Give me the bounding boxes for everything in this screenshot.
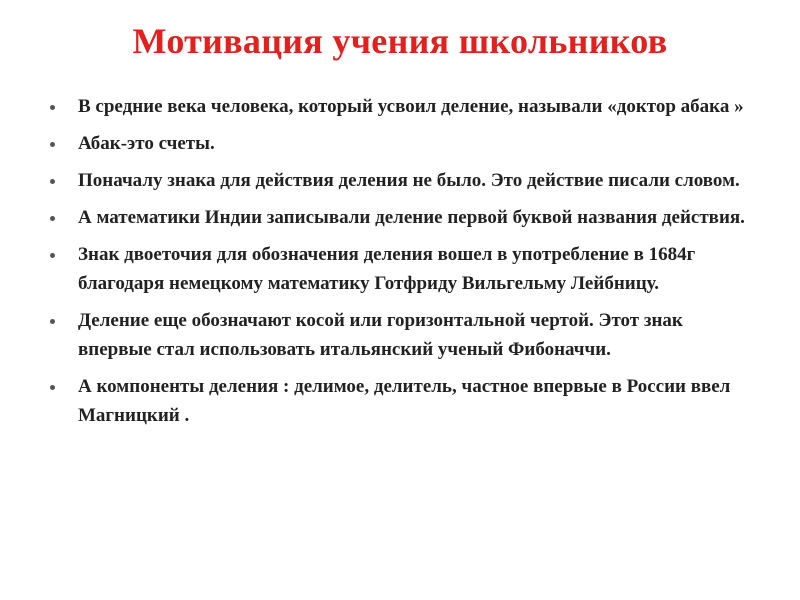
bullet-dot-icon [50, 385, 55, 390]
bullet-list [48, 92, 748, 438]
bullet-item [48, 203, 748, 232]
bullet-dot-icon [50, 216, 55, 221]
bullet-dot-icon [50, 179, 55, 184]
bullet-text: А компоненты деления : делимое, делитель, частное впервые в России ввел Магницкий . [78, 376, 731, 426]
bullet-text: Абак-это счеты. [78, 133, 215, 154]
bullet-item [48, 129, 748, 158]
bullet-dot-icon [50, 105, 55, 110]
bullet-item [48, 166, 748, 195]
bullet-dot-icon [50, 253, 55, 258]
bullet-text: В средние века человека, который усвоил деление, называли «доктор абака » [78, 96, 744, 117]
bullet-dot-icon [50, 319, 55, 324]
bullet-text: А математики Индии записывали деление первой буквой названия действия. [78, 207, 745, 228]
bullet-item [48, 92, 748, 121]
slide-title: Мотивация учения школьников [132, 21, 668, 61]
bullet-text: Поначалу знака для действия деления не было. Это действие писали словом. [78, 170, 740, 191]
bullet-dot-icon [50, 142, 55, 147]
bullet-item [48, 372, 748, 430]
bullet-text: Деление еще обозначают косой или горизонтальной чертой. Этот знак впервые стал использовать итальянский ученый Фибоначчи. [78, 310, 683, 360]
bullet-item [48, 306, 748, 364]
bullet-item [48, 240, 748, 298]
bullet-text: Знак двоеточия для обозначения деления вошел в употребление в 1684г благодаря немецкому математику Готфриду Вильгельму Лейбницу. [78, 244, 696, 294]
